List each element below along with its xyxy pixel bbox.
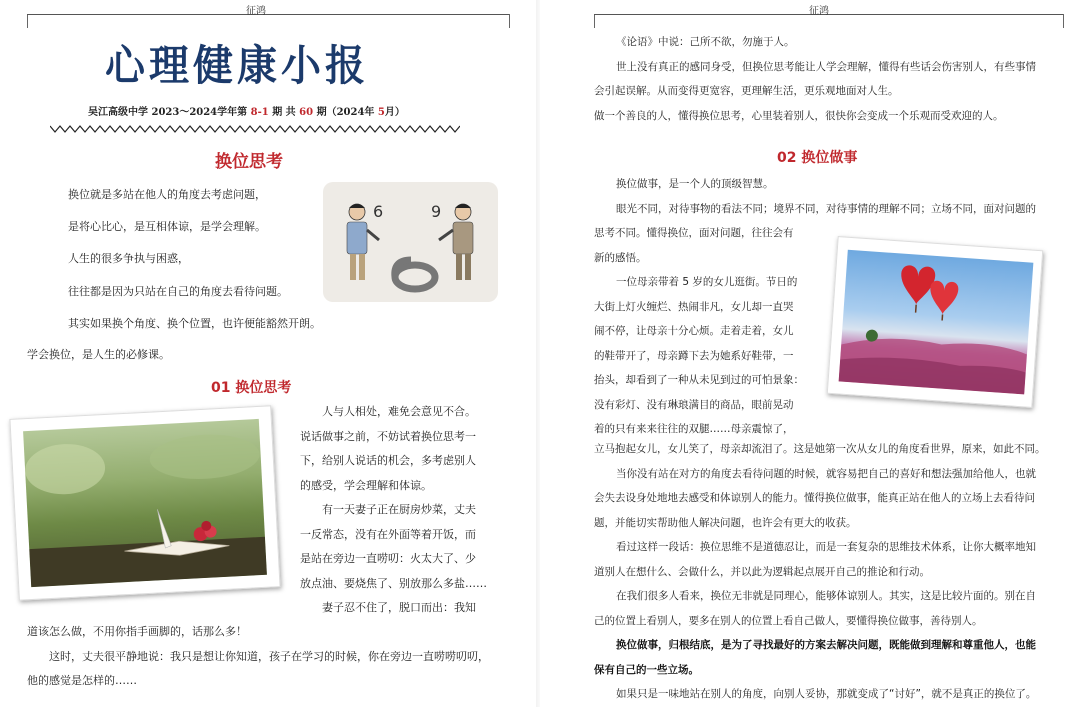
main-line: 其实如果换个角度、换个位置，也许便能豁然开朗。	[68, 317, 321, 330]
page-header: 征鸿	[246, 6, 266, 17]
bold-conclusion-line: 保有自己的一些立场。	[594, 663, 699, 676]
bottom-line: 己的位置上看别人，要多在别人的位置上看自己做人，要懂得换位做事，善待别人。	[594, 614, 983, 627]
book-flower-photo	[9, 405, 280, 600]
main-line: 是将心比心，是互相体谅，是学会理解。	[68, 220, 266, 233]
bottom-line: 立马抱起女儿，女儿笑了，母亲却流泪了。这是她第一次从女儿的角度看世界，原来，如此不同。	[594, 443, 1046, 455]
story-line: 没有彩灯、没有琳琅满目的商品，眼前晃动	[594, 398, 794, 411]
section-title-main: 换位思考	[215, 152, 283, 172]
bottom-line: 会失去设身处地地去感受和体谅别人的能力。懂得换位做事，能真正站在他人的立场上去看待问	[594, 492, 1035, 504]
bottom-line: 道别人在想什么、会做什么，并以此为逻辑起点展开自己的推论和行动。	[594, 565, 930, 578]
main-line: 学会换位，是人生的必修课。	[27, 348, 170, 361]
sec01-line: 说话做事之前，不妨试着换位思考一	[300, 429, 476, 443]
sec01-line: 他的感觉是怎样的……	[27, 674, 137, 687]
intro-line: 《论语》中说：己所不欲，勿施于人。	[616, 36, 795, 48]
sec01-line: 道该怎么做，不用你指手画脚的，话那么多！	[27, 625, 247, 638]
bottom-line: 看过这样一段话：换位思维不是道德忍让，而是一套复杂的思维技术体系，让你大概率地知	[616, 541, 1036, 553]
bottom-line: 当你没有站在对方的角度去看待问题的时候，就容易把自己的喜好和想法强加给他人，也就	[616, 467, 1036, 480]
right-page	[540, 0, 1080, 707]
story-line: 大街上灯火缠烂、热闹非凡，女儿却一直哭	[594, 300, 794, 313]
bottom-block	[594, 437, 1076, 707]
sec01-line: 一反常态，没有在外面等着开饭，而	[300, 527, 476, 541]
sec02-line: 思考不同。懂得换位，面对问题，往往会有	[594, 227, 794, 239]
main-line: 人生的很多争执与困惑，	[68, 252, 189, 265]
header-rule	[594, 14, 1064, 15]
intro-block	[594, 30, 1076, 128]
story-line: 一位母亲带着 5 岁的女儿逛街。节日的	[616, 276, 798, 288]
sec01-right-column	[300, 400, 536, 621]
header-corner-mark	[1063, 14, 1064, 28]
sec01-full-lines	[27, 620, 532, 694]
sec01-line: 放点油、要烧焦了、别放那么多盐……	[300, 576, 487, 590]
story-line: 着的只有来来往往的双腿……母亲震惊了，	[594, 423, 794, 435]
sec01-line: 是站在旁边一直唠叨：火太大了、少	[300, 552, 476, 565]
right-number: 9	[431, 202, 442, 221]
heart-balloons-photo	[827, 236, 1044, 408]
main-line: 往往都是因为只站在自己的角度去看待问题。	[68, 285, 288, 298]
header-corner-mark	[27, 14, 28, 28]
swapped-69-illustration	[323, 182, 498, 302]
final-line: 如果只是一味地站在别人的角度，向别人妥协，那就变成了“讨好”，就不是真正的换位了。	[616, 688, 1037, 700]
sec01-line: 有一天妻子正在厨房炒菜，丈夫	[322, 503, 476, 516]
story-line: 的鞋带开了，母亲蹲下去为她系好鞋带，一	[594, 349, 794, 362]
story-line: 抬头，却看到了一种从未见到过的可怕景象：	[594, 374, 804, 386]
header-corner-mark	[509, 14, 510, 28]
zigzag-divider	[50, 124, 460, 134]
bottom-line: 在我们很多人看来，换位无非就是同理心，能够体谅别人。其实，这是比较片面的。别在自	[616, 590, 1036, 602]
header-rule	[27, 14, 510, 15]
story-block	[594, 270, 814, 442]
newspaper-title: 心理健康小报	[105, 40, 369, 91]
sec01-line: 下，给别人说话的机会，多考虑别人	[300, 454, 476, 467]
sec01-line: 人与人相处，难免会意见不合。	[322, 405, 476, 418]
page-header: 征鸿	[809, 6, 829, 17]
sec01-line: 这时，丈夫很平静地说：我只是想让你知道，孩子在学习的时候，你在旁边一直唠唠叨叨，	[49, 649, 489, 663]
sec01-line: 妻子忍不住了，脱口而出：我知	[322, 601, 476, 614]
sec02-line: 换位做事，是一个人的顶级智慧。	[616, 178, 774, 190]
sec01-line: 的感受，学会理解和体谅。	[300, 478, 432, 492]
sec02-line: 眼光不同，对待事物的看法不同；境界不同，对待事情的理解不同；立场不同，面对问题的	[616, 202, 1036, 215]
header-corner-mark	[594, 14, 595, 28]
intro-line: 世上没有真正的感同身受，但换位思考能让人学会理解，懂得有些话会伤害别人，有些事情	[616, 60, 1036, 73]
intro-line: 会引起误解。从而变得更宽容，更理解生活，更乐观地面对人生。	[594, 85, 899, 97]
section-title-02: 02 换位做事	[777, 150, 858, 166]
bottom-line: 题，并能切实帮助他人解决问题，也许会有更大的收获。	[594, 516, 857, 529]
section-title-01: 01 换位思考	[211, 380, 292, 396]
sec02-line: 新的感悟。	[594, 251, 647, 264]
intro-line: 做一个善良的人，懂得换位思考，心里装着别人，很快你会变成一个乐观而受欢迎的人。	[594, 109, 1004, 122]
story-line: 闹不停，让母亲十分心烦。走着走着，女儿	[594, 325, 794, 337]
issue-line: 吴江高级中学 2023～2024学年第 8-1 期 共 60 期（2024年 5月）	[88, 107, 405, 118]
bold-conclusion-line: 换位做事，归根结底，是为了寻找最好的方案去解决问题，既能做到理解和尊重他人，也能	[616, 639, 1036, 651]
main-line: 换位就是多站在他人的角度去考虑问题，	[68, 188, 266, 201]
left-number: 6	[373, 202, 384, 221]
